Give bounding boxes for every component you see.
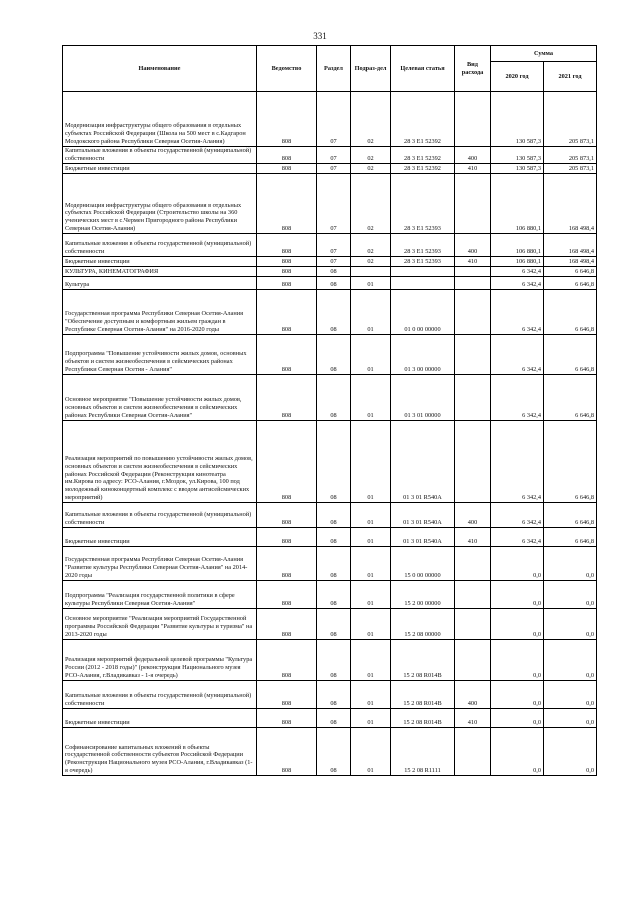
row-subsection: 02 [351, 147, 391, 164]
row-value-2020: 0,0 [491, 609, 544, 640]
row-value-2021: 0,0 [544, 640, 597, 681]
table-row [63, 92, 597, 147]
budget-table [62, 45, 597, 776]
row-target: 01 0 00 00000 [391, 290, 455, 335]
row-target: 15 2 00 00000 [391, 581, 455, 609]
row-dept: 808 [257, 681, 317, 709]
row-section: 08 [317, 728, 351, 776]
row-subsection: 01 [351, 528, 391, 547]
table-row [63, 581, 597, 609]
table-row [63, 421, 597, 503]
row-target [391, 277, 455, 290]
row-subsection: 02 [351, 92, 391, 147]
row-target: 01 3 01 R540A [391, 421, 455, 503]
row-dept: 808 [257, 290, 317, 335]
row-exp-type: 410 [455, 528, 491, 547]
row-name: Бюджетные инвестиции [63, 164, 257, 174]
row-target: 01 3 01 00000 [391, 375, 455, 421]
row-section: 08 [317, 277, 351, 290]
row-subsection: 02 [351, 234, 391, 257]
row-subsection: 01 [351, 335, 391, 375]
table-row [63, 681, 597, 709]
col-header-target: Целевая статья [391, 46, 455, 92]
row-name: Основное мероприятие "Повышение устойчивости жилых домов, основных объектов и систем жизнеобеспечения в сейсмических районах Республики Северная Осетия-Алания" [63, 375, 257, 421]
row-value-2021: 6 646,8 [544, 267, 597, 277]
row-exp-type [455, 609, 491, 640]
row-value-2020: 6 342,4 [491, 528, 544, 547]
row-target: 28 3 Е1 52393 [391, 257, 455, 267]
row-dept: 808 [257, 335, 317, 375]
row-value-2021: 168 498,4 [544, 174, 597, 234]
row-value-2021: 0,0 [544, 709, 597, 728]
row-name: Капитальные вложения в объекты государственной (муниципальной) собственности [63, 234, 257, 257]
row-value-2020: 106 880,1 [491, 234, 544, 257]
row-exp-type [455, 277, 491, 290]
row-value-2020: 6 342,4 [491, 375, 544, 421]
row-name: Модернизация инфраструктуры общего образования в отдельных субъектах Российской Федерации (Школа на 500 мест в с.Кадгарон Моздокского района Республики Северная Осетия-Алания) [63, 92, 257, 147]
row-dept: 808 [257, 728, 317, 776]
row-name: Капитальные вложения в объекты государственной (муниципальной) собственности [63, 681, 257, 709]
row-section: 08 [317, 640, 351, 681]
row-section: 08 [317, 609, 351, 640]
row-exp-type [455, 640, 491, 681]
row-dept: 808 [257, 421, 317, 503]
row-dept: 808 [257, 503, 317, 528]
row-name: Бюджетные инвестиции [63, 257, 257, 267]
row-target: 28 3 Е1 52393 [391, 174, 455, 234]
row-dept: 808 [257, 640, 317, 681]
row-exp-type: 400 [455, 234, 491, 257]
row-dept: 808 [257, 277, 317, 290]
row-value-2020: 106 880,1 [491, 174, 544, 234]
row-section: 07 [317, 92, 351, 147]
row-value-2020: 6 342,4 [491, 277, 544, 290]
row-value-2020: 0,0 [491, 728, 544, 776]
col-header-dept: Ведомство [257, 46, 317, 92]
table-row [63, 503, 597, 528]
row-name: Реализация мероприятий по повышению устойчивости жилых домов, основных объектов и систем жизнеобеспечения в сейсмических районах Российской Федерации (Реконструкция кинотеатра им.Кирова по адресу: РСО-Алания, г.Моздок, ул.Кирова, 100 под молодежный киноконцертный комплекс с вводом антисейсмических мероприятий) [63, 421, 257, 503]
row-dept: 808 [257, 581, 317, 609]
row-name: Модернизация инфраструктуры общего образования в отдельных субъектах Российской Федерации (Строительство школы на 360 ученических мест в с.Чермен Пригородного района Республики Северная Осетия-Алания) [63, 174, 257, 234]
table-row [63, 277, 597, 290]
row-value-2020: 6 342,4 [491, 290, 544, 335]
row-exp-type [455, 267, 491, 277]
row-exp-type [455, 92, 491, 147]
row-dept: 808 [257, 174, 317, 234]
row-value-2021: 0,0 [544, 609, 597, 640]
row-subsection: 01 [351, 375, 391, 421]
row-target: 01 3 00 00000 [391, 335, 455, 375]
row-target: 01 3 01 R540A [391, 503, 455, 528]
row-name: Капитальные вложения в объекты государственной (муниципальной) собственности [63, 503, 257, 528]
row-value-2021: 6 646,8 [544, 528, 597, 547]
row-subsection: 02 [351, 257, 391, 267]
row-exp-type [455, 421, 491, 503]
row-exp-type [455, 375, 491, 421]
col-header-2021: 2021 год [544, 62, 597, 92]
row-target: 28 3 Е1 52393 [391, 234, 455, 257]
row-section: 07 [317, 234, 351, 257]
row-subsection [351, 267, 391, 277]
row-subsection: 01 [351, 709, 391, 728]
table-row [63, 640, 597, 681]
table-row [63, 609, 597, 640]
row-target: 15 2 08 R014B [391, 709, 455, 728]
row-value-2021: 6 646,8 [544, 335, 597, 375]
row-exp-type: 410 [455, 164, 491, 174]
row-value-2020: 6 342,4 [491, 267, 544, 277]
row-section: 08 [317, 581, 351, 609]
row-value-2020: 6 342,4 [491, 335, 544, 375]
row-name: Государственная программа Республики Северная Осетия-Алания "Обеспечение доступным и комфортным жильем граждан в Республике Северная Осетия-Алания" на 2016-2020 годы [63, 290, 257, 335]
row-dept: 808 [257, 609, 317, 640]
row-subsection: 01 [351, 581, 391, 609]
row-target: 15 2 08 00000 [391, 609, 455, 640]
row-exp-type [455, 174, 491, 234]
row-value-2020: 0,0 [491, 547, 544, 581]
col-header-section: Раздел [317, 46, 351, 92]
row-subsection: 01 [351, 640, 391, 681]
row-name: Основное мероприятие "Реализация мероприятий Государственной программы Российской Федерации "Развитие культуры и туризма" на 2013-2020 годы [63, 609, 257, 640]
row-exp-type: 400 [455, 681, 491, 709]
row-target: 15 2 08 R014B [391, 640, 455, 681]
row-name: Культура [63, 277, 257, 290]
row-dept: 808 [257, 257, 317, 267]
table-row [63, 335, 597, 375]
row-value-2020: 6 342,4 [491, 421, 544, 503]
row-dept: 808 [257, 147, 317, 164]
col-header-name: Наименование [63, 46, 257, 92]
row-name: Подпрограмма "Повышение устойчивости жилых домов, основных объектов и систем жизнеобеспечения в сейсмических районах Республики Северная Осетия - Алания" [63, 335, 257, 375]
row-section: 08 [317, 709, 351, 728]
col-header-2020: 2020 год [491, 62, 544, 92]
row-value-2021: 6 646,8 [544, 290, 597, 335]
row-value-2021: 6 646,8 [544, 277, 597, 290]
row-value-2021: 6 646,8 [544, 421, 597, 503]
row-target [391, 267, 455, 277]
table-row [63, 375, 597, 421]
row-value-2020: 106 880,1 [491, 257, 544, 267]
row-value-2021: 0,0 [544, 581, 597, 609]
row-value-2021: 205 873,1 [544, 164, 597, 174]
row-section: 08 [317, 335, 351, 375]
row-target: 28 3 Е1 52392 [391, 164, 455, 174]
row-section: 08 [317, 547, 351, 581]
row-dept: 808 [257, 164, 317, 174]
table-row [63, 257, 597, 267]
row-value-2021: 0,0 [544, 547, 597, 581]
row-exp-type [455, 547, 491, 581]
row-exp-type [455, 581, 491, 609]
row-value-2021: 205 873,1 [544, 92, 597, 147]
row-value-2021: 168 498,4 [544, 234, 597, 257]
row-subsection: 01 [351, 421, 391, 503]
row-value-2020: 6 342,4 [491, 503, 544, 528]
row-dept: 808 [257, 267, 317, 277]
table-row [63, 147, 597, 164]
row-section: 08 [317, 503, 351, 528]
row-target: 15 2 08 R014B [391, 681, 455, 709]
row-subsection: 01 [351, 277, 391, 290]
row-value-2020: 0,0 [491, 709, 544, 728]
table-row [63, 174, 597, 234]
table-row [63, 728, 597, 776]
row-target: 28 3 Е1 52392 [391, 92, 455, 147]
table-row [63, 234, 597, 257]
row-dept: 808 [257, 547, 317, 581]
row-exp-type: 410 [455, 257, 491, 267]
row-section: 08 [317, 681, 351, 709]
row-value-2021: 205 873,1 [544, 147, 597, 164]
row-section: 08 [317, 421, 351, 503]
row-dept: 808 [257, 234, 317, 257]
row-value-2020: 0,0 [491, 640, 544, 681]
row-dept: 808 [257, 92, 317, 147]
row-value-2021: 6 646,8 [544, 375, 597, 421]
row-section: 08 [317, 528, 351, 547]
row-name: КУЛЬТУРА, КИНЕМАТОГРАФИЯ [63, 267, 257, 277]
row-name: Капитальные вложения в объекты государственной (муниципальной) собственности [63, 147, 257, 164]
row-target: 15 2 08 R1111 [391, 728, 455, 776]
row-section: 07 [317, 257, 351, 267]
row-target: 15 0 00 00000 [391, 547, 455, 581]
row-subsection: 01 [351, 681, 391, 709]
row-name: Подпрограмма "Реализация государственной политики в сфере культуры Республики Северная Осетия-Алания" [63, 581, 257, 609]
row-exp-type [455, 728, 491, 776]
row-target: 28 3 Е1 52392 [391, 147, 455, 164]
row-exp-type: 400 [455, 503, 491, 528]
row-name: Государственная программа Республики Северная Осетия-Алания "Развитие культуры Республики Северная Осетия-Алания" на 2014-2020 годы [63, 547, 257, 581]
row-subsection: 01 [351, 728, 391, 776]
row-section: 08 [317, 375, 351, 421]
row-name: Софинансирование капитальных вложений в объекты государственной собственности субъектов Российской Федерации (Реконструкция Национального музея РСО-Алания, г.Владикавказ (1-я очередь) [63, 728, 257, 776]
row-exp-type: 410 [455, 709, 491, 728]
table-row [63, 164, 597, 174]
row-subsection: 01 [351, 290, 391, 335]
col-header-subsection: Подраз-дел [351, 46, 391, 92]
row-exp-type: 400 [455, 147, 491, 164]
row-section: 08 [317, 290, 351, 335]
row-subsection: 01 [351, 503, 391, 528]
row-dept: 808 [257, 375, 317, 421]
row-exp-type [455, 290, 491, 335]
table-row [63, 528, 597, 547]
row-value-2021: 168 498,4 [544, 257, 597, 267]
row-value-2021: 0,0 [544, 728, 597, 776]
table-row [63, 709, 597, 728]
row-value-2020: 130 587,3 [491, 164, 544, 174]
table-body [63, 92, 597, 776]
row-value-2021: 0,0 [544, 681, 597, 709]
row-section: 08 [317, 267, 351, 277]
row-dept: 808 [257, 709, 317, 728]
row-name: Бюджетные инвестиции [63, 528, 257, 547]
row-exp-type [455, 335, 491, 375]
row-section: 07 [317, 174, 351, 234]
row-value-2021: 6 646,8 [544, 503, 597, 528]
col-header-exp-type: Вид расхода [455, 46, 491, 92]
table-row [63, 547, 597, 581]
row-subsection: 01 [351, 609, 391, 640]
row-subsection: 01 [351, 547, 391, 581]
row-section: 07 [317, 164, 351, 174]
row-name: Бюджетные инвестиции [63, 709, 257, 728]
table-row [63, 290, 597, 335]
col-header-sum: Сумма [491, 46, 597, 62]
row-subsection: 02 [351, 174, 391, 234]
row-value-2020: 0,0 [491, 581, 544, 609]
row-section: 07 [317, 147, 351, 164]
table-row [63, 267, 597, 277]
page-number: 331 [313, 31, 327, 41]
row-subsection: 02 [351, 164, 391, 174]
row-value-2020: 130 587,3 [491, 92, 544, 147]
row-dept: 808 [257, 528, 317, 547]
row-value-2020: 0,0 [491, 681, 544, 709]
row-target: 01 3 01 R540A [391, 528, 455, 547]
row-name: Реализация мероприятий федеральной целевой программы "Культура России (2012 - 2018 годы)" (реконструкция Национального музея РСО-Алания, г.Владикавказ - 1-я очередь) [63, 640, 257, 681]
row-value-2020: 130 587,3 [491, 147, 544, 164]
